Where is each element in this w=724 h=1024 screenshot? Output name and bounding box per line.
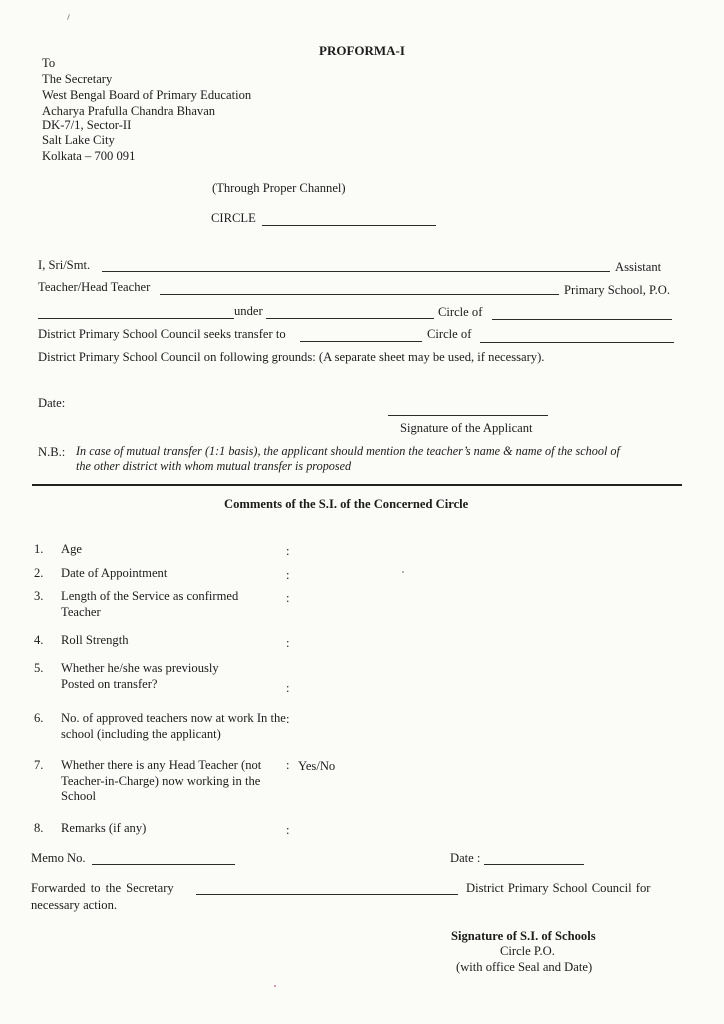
section-divider	[32, 484, 682, 486]
memo-label: Memo No.	[31, 851, 86, 865]
item-number: 4.	[34, 633, 44, 647]
under-field[interactable]	[266, 318, 434, 319]
item-colon: :	[286, 568, 290, 582]
page-title: PROFORMA-I	[319, 43, 405, 58]
teacher-label: Teacher/Head Teacher	[38, 280, 151, 294]
memo-field[interactable]	[92, 864, 235, 865]
address-line: Kolkata – 700 091	[42, 149, 136, 163]
under-text: under	[234, 304, 263, 318]
address-line: DK-7/1, Sector-II	[42, 118, 132, 132]
circle-of-field[interactable]	[492, 319, 672, 320]
nb-line-1: In case of mutual transfer (1:1 basis), the applicant should mention the teacher’s name & name of the school of	[76, 444, 620, 458]
item-number: 1.	[34, 542, 44, 556]
circle-of-text: Circle of	[438, 305, 483, 319]
address-line: Salt Lake City	[42, 133, 115, 147]
applicant-signature-label: Signature of the Applicant	[400, 421, 533, 435]
scan-mark	[67, 14, 70, 20]
item-label: Whether he/she was previously Posted on transfer?	[61, 661, 219, 691]
applicant-signature-field[interactable]	[388, 415, 548, 416]
item-number: 7.	[34, 758, 44, 772]
scan-mark	[402, 571, 404, 573]
item-colon: :	[286, 636, 290, 650]
item-number: 2.	[34, 566, 44, 580]
address-line: To	[42, 56, 56, 70]
item-colon: :	[286, 591, 290, 605]
memo-date-label: Date :	[450, 851, 481, 865]
circle-label: CIRCLE	[211, 211, 256, 225]
circle-field[interactable]	[262, 225, 436, 226]
name-label: I, Sri/Smt.	[38, 258, 91, 272]
item-label: No. of approved teachers now at work In the school (including the applicant)	[61, 711, 286, 741]
item-colon: :	[286, 544, 290, 558]
item-number: 6.	[34, 711, 44, 725]
item-colon: :	[286, 681, 290, 695]
grounds-text: District Primary School Council on following grounds: (A separate sheet may be used, if necessary).	[38, 350, 545, 364]
circle-of-text-2: Circle of	[427, 327, 472, 341]
address-line: West Bengal Board of Primary Education	[42, 88, 252, 102]
forward-district-field[interactable]	[196, 894, 458, 895]
memo-date-field[interactable]	[484, 864, 584, 865]
address-line: Acharya Prafulla Chandra Bhavan	[42, 104, 216, 118]
forward-line-2: necessary action.	[31, 898, 118, 912]
transfer-circle-field[interactable]	[480, 342, 674, 343]
item-number: 3.	[34, 589, 44, 603]
item-label: Date of Appointment	[61, 566, 168, 580]
yes-no-option: Yes/No	[298, 759, 336, 773]
item-colon: :	[286, 758, 290, 772]
primary-school-text: Primary School, P.O.	[564, 283, 671, 297]
item-number: 5.	[34, 661, 44, 675]
school-field[interactable]	[160, 294, 559, 295]
forward-suffix: District Primary School Council for	[466, 881, 651, 895]
item-label: Age	[61, 542, 82, 556]
item-colon: :	[286, 823, 290, 837]
item-number: 8.	[34, 821, 44, 835]
assistant-text: Assistant	[615, 260, 662, 274]
scan-mark	[274, 985, 276, 987]
transfer-to-field[interactable]	[300, 341, 422, 342]
item-label: Roll Strength	[61, 633, 129, 647]
council-seeks-text: District Primary School Council seeks transfer to	[38, 327, 286, 341]
item-label: Length of the Service as confirmed Teacher	[61, 589, 239, 619]
name-field[interactable]	[102, 271, 610, 272]
si-signature-title: Signature of S.I. of Schools	[451, 929, 596, 943]
si-seal-note: (with office Seal and Date)	[456, 960, 593, 974]
nb-line-2: the other district with whom mutual transfer is proposed	[76, 459, 352, 473]
forward-prefix: Forwarded to the Secretary	[31, 881, 174, 895]
comments-heading: Comments of the S.I. of the Concerned Circle	[224, 497, 469, 511]
item-label: Whether there is any Head Teacher (not Teacher-in-Charge) now working in the School	[61, 758, 262, 803]
post-office-field[interactable]	[38, 318, 234, 319]
address-line: The Secretary	[42, 72, 113, 86]
nb-label: N.B.:	[38, 445, 66, 459]
item-label: Remarks (if any)	[61, 821, 147, 835]
date-label: Date:	[38, 396, 66, 410]
si-circle-po: Circle P.O.	[500, 944, 555, 958]
channel-text: (Through Proper Channel)	[212, 181, 346, 195]
item-colon: :	[286, 712, 290, 726]
